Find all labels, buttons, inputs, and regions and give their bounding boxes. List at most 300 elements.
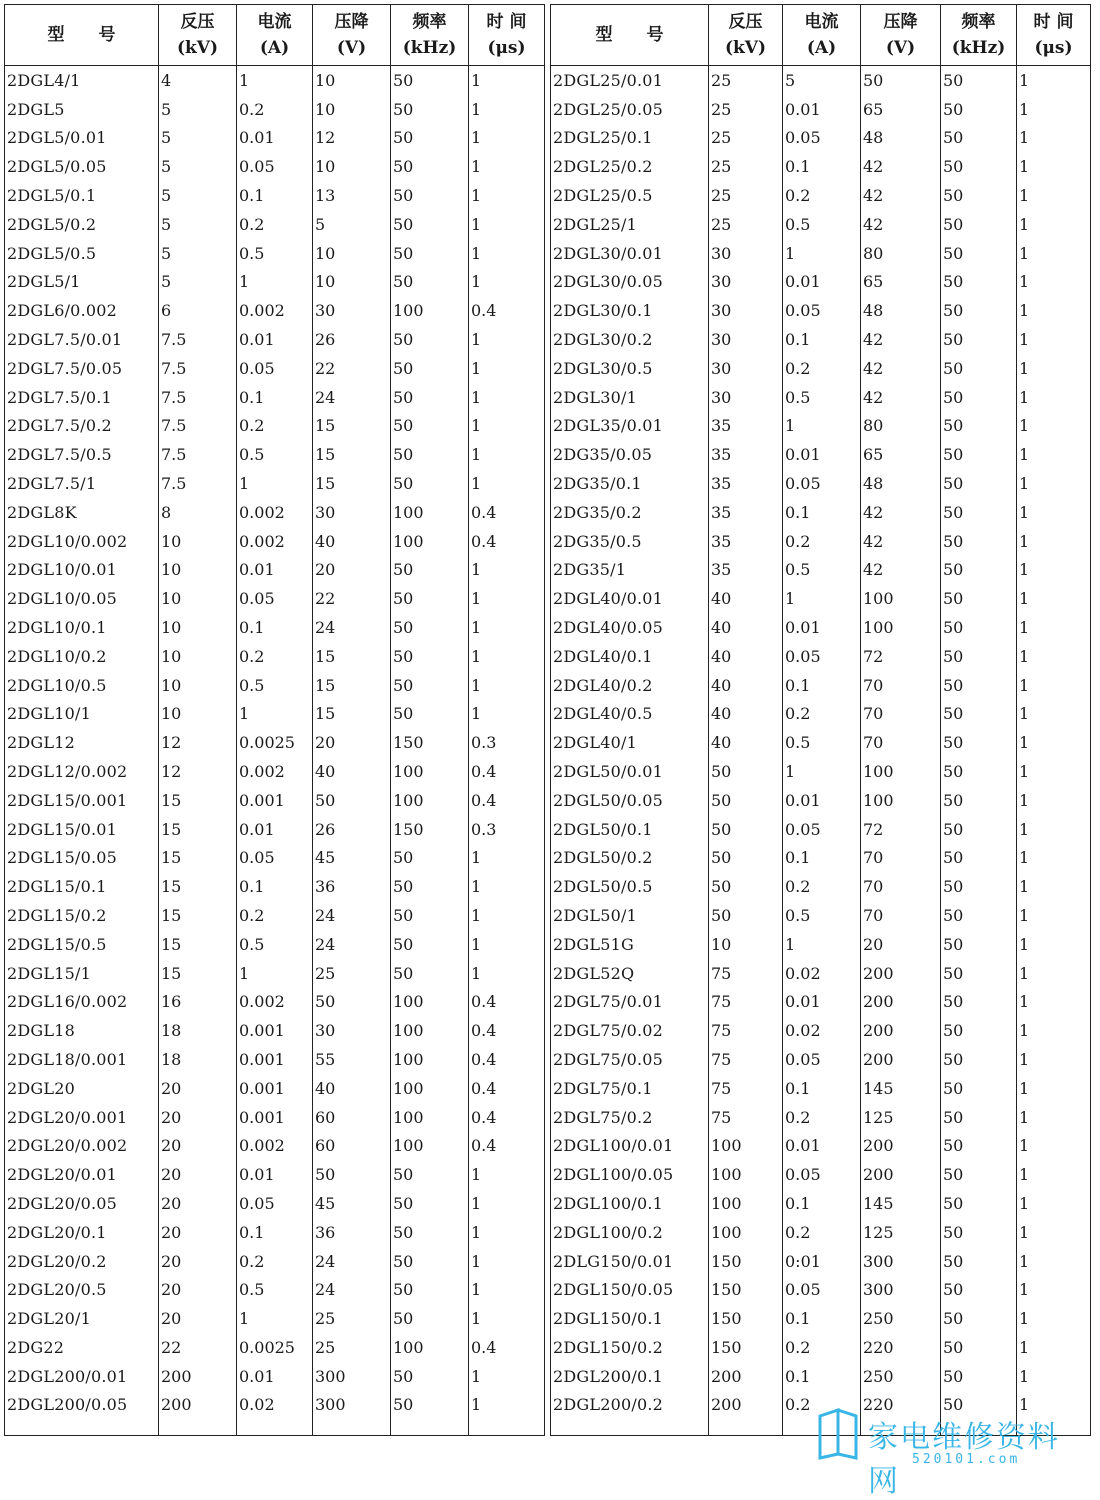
cell-voltage-drop: 42	[861, 181, 941, 210]
cell-current: 0.001	[237, 1074, 313, 1103]
cell-frequency: 50	[941, 1103, 1017, 1132]
cell-voltage-drop: 300	[313, 1362, 391, 1391]
header-reverse-voltage-line: (kV)	[176, 38, 219, 58]
cell-current: 0.001	[237, 1016, 313, 1045]
cell-voltage-drop: 65	[861, 268, 941, 297]
cell-model: 2DGL75/0.05	[551, 1045, 709, 1074]
cell-reverse-voltage: 7.5	[159, 325, 237, 354]
cell-reverse-voltage: 10	[159, 556, 237, 585]
cell-frequency: 50	[391, 872, 469, 901]
table-row	[551, 1074, 1091, 1103]
cell-time: 0.4	[469, 498, 545, 527]
table-row	[551, 556, 1091, 585]
cell-time: 1	[469, 268, 545, 297]
cell-voltage-drop: 70	[861, 872, 941, 901]
cell-reverse-voltage: 10	[159, 527, 237, 556]
table-row	[5, 757, 545, 786]
cell-time: 1	[469, 1247, 545, 1276]
cell-time: 1	[469, 1304, 545, 1333]
cell-voltage-drop: 15	[313, 412, 391, 441]
cell-voltage-drop: 10	[313, 66, 391, 95]
cell-model: 2DGL10/0.002	[5, 527, 159, 556]
cell-time: 1	[469, 239, 545, 268]
cell-model: 2DGL50/0.01	[551, 757, 709, 786]
table-row	[551, 1045, 1091, 1074]
cell-reverse-voltage: 4	[159, 66, 237, 95]
cell-current: 0.1	[783, 498, 861, 527]
cell-voltage-drop: 125	[861, 1103, 941, 1132]
cell-model: 2DGL20	[5, 1074, 159, 1103]
table-row	[5, 498, 545, 527]
cell-model: 2DGL20/0.1	[5, 1218, 159, 1247]
cell-current: 0.1	[783, 152, 861, 181]
cell-time: 1	[1017, 584, 1091, 613]
table-row	[5, 354, 545, 383]
header-model	[551, 5, 709, 66]
cell-frequency: 50	[941, 268, 1017, 297]
cell-model: 2DGL5/0.2	[5, 210, 159, 239]
cell-time: 1	[469, 95, 545, 124]
cell-model: 2DGL200/0.1	[551, 1362, 709, 1391]
table-row	[5, 239, 545, 268]
cell-time: 1	[1017, 296, 1091, 325]
cell-time: 1	[1017, 239, 1091, 268]
cell-frequency: 50	[941, 786, 1017, 815]
cell-reverse-voltage: 6	[159, 296, 237, 325]
cell-voltage-drop: 42	[861, 556, 941, 585]
cell-time: 1	[1017, 613, 1091, 642]
cell-current: 0:01	[783, 1247, 861, 1276]
cell-reverse-voltage: 20	[159, 1247, 237, 1276]
cell-voltage-drop: 42	[861, 325, 941, 354]
cell-model: 2DGL25/0.2	[551, 152, 709, 181]
cell-time: 1	[1017, 469, 1091, 498]
cell-frequency: 100	[391, 757, 469, 786]
cell-reverse-voltage: 30	[709, 296, 783, 325]
cell-voltage-drop: 48	[861, 296, 941, 325]
cell-frequency: 50	[391, 930, 469, 959]
cell-model: 2DGL30/0.1	[551, 296, 709, 325]
cell-frequency: 100	[391, 1016, 469, 1045]
cell-frequency: 50	[941, 498, 1017, 527]
cell-reverse-voltage: 35	[709, 527, 783, 556]
cell-time: 1	[1017, 1218, 1091, 1247]
cell-frequency: 100	[391, 498, 469, 527]
header-voltage-drop-line: (V)	[885, 38, 916, 58]
cell-voltage-drop: 42	[861, 152, 941, 181]
cell-voltage-drop: 55	[313, 1045, 391, 1074]
cell-reverse-voltage: 15	[159, 959, 237, 988]
cell-voltage-drop: 45	[313, 844, 391, 873]
table-row	[551, 239, 1091, 268]
cell-current: 0.05	[783, 1275, 861, 1304]
table-header-row	[5, 5, 545, 66]
cell-model: 2DGL200/0.05	[5, 1391, 159, 1436]
cell-time: 0.4	[469, 1074, 545, 1103]
cell-reverse-voltage: 20	[159, 1160, 237, 1189]
cell-time: 1	[1017, 1103, 1091, 1132]
cell-voltage-drop: 65	[861, 95, 941, 124]
cell-reverse-voltage: 5	[159, 268, 237, 297]
cell-frequency: 50	[391, 1275, 469, 1304]
cell-reverse-voltage: 25	[709, 66, 783, 95]
table-row	[551, 383, 1091, 412]
cell-model: 2DGL25/0.01	[551, 66, 709, 95]
cell-reverse-voltage: 75	[709, 988, 783, 1017]
cell-voltage-drop: 50	[313, 1160, 391, 1189]
cell-current: 0.1	[783, 1362, 861, 1391]
table-row	[551, 527, 1091, 556]
cell-time: 1	[1017, 1304, 1091, 1333]
cell-current: 0.1	[783, 1189, 861, 1218]
cell-model: 2DGL25/0.05	[551, 95, 709, 124]
cell-voltage-drop: 24	[313, 613, 391, 642]
cell-frequency: 50	[941, 325, 1017, 354]
logo-text: 家电维修资料网	[868, 1420, 1060, 1499]
cell-frequency: 50	[941, 66, 1017, 95]
table-row	[5, 959, 545, 988]
cell-model: 2DGL20/0.2	[5, 1247, 159, 1276]
cell-current: 0.01	[783, 268, 861, 297]
cell-reverse-voltage: 25	[709, 181, 783, 210]
cell-model: 2DGL10/1	[5, 700, 159, 729]
cell-reverse-voltage: 25	[709, 210, 783, 239]
table-row	[551, 1218, 1091, 1247]
cell-current: 1	[237, 66, 313, 95]
cell-voltage-drop: 72	[861, 815, 941, 844]
cell-voltage-drop: 100	[861, 584, 941, 613]
cell-reverse-voltage: 7.5	[159, 469, 237, 498]
cell-frequency: 50	[391, 556, 469, 585]
table-row	[551, 268, 1091, 297]
table-left-half	[4, 4, 545, 1436]
cell-time: 1	[1017, 959, 1091, 988]
cell-reverse-voltage: 100	[709, 1189, 783, 1218]
cell-voltage-drop: 70	[861, 671, 941, 700]
cell-voltage-drop: 40	[313, 1074, 391, 1103]
cell-voltage-drop: 15	[313, 642, 391, 671]
header-reverse-voltage	[709, 5, 783, 66]
table-row	[551, 642, 1091, 671]
header-voltage-drop	[861, 5, 941, 66]
cell-frequency: 50	[941, 728, 1017, 757]
cell-voltage-drop: 145	[861, 1189, 941, 1218]
cell-time: 1	[1017, 1333, 1091, 1362]
cell-frequency: 50	[941, 210, 1017, 239]
cell-voltage-drop: 10	[313, 239, 391, 268]
cell-frequency: 100	[391, 988, 469, 1017]
cell-voltage-drop: 72	[861, 642, 941, 671]
header-current-line: 电流	[804, 11, 839, 32]
cell-voltage-drop: 20	[861, 930, 941, 959]
cell-time: 1	[469, 210, 545, 239]
cell-model: 2DGL25/0.5	[551, 181, 709, 210]
cell-time: 1	[1017, 556, 1091, 585]
cell-model: 2DGL5	[5, 95, 159, 124]
cell-current: 1	[237, 469, 313, 498]
cell-reverse-voltage: 30	[709, 268, 783, 297]
header-reverse-voltage	[159, 5, 237, 66]
cell-current: 0.2	[237, 901, 313, 930]
cell-current: 0.2	[783, 527, 861, 556]
cell-voltage-drop: 10	[313, 268, 391, 297]
table-row	[5, 1189, 545, 1218]
cell-time: 1	[1017, 527, 1091, 556]
cell-reverse-voltage: 35	[709, 556, 783, 585]
cell-voltage-drop: 25	[313, 1333, 391, 1362]
cell-model: 2DGL5/0.01	[5, 124, 159, 153]
cell-current: 0.01	[237, 1362, 313, 1391]
cell-time: 1	[1017, 440, 1091, 469]
cell-frequency: 50	[941, 1074, 1017, 1103]
cell-model: 2DGL35/0.01	[551, 412, 709, 441]
cell-reverse-voltage: 150	[709, 1304, 783, 1333]
cell-voltage-drop: 24	[313, 1275, 391, 1304]
cell-reverse-voltage: 22	[159, 1333, 237, 1362]
cell-current: 0.01	[237, 815, 313, 844]
cell-model: 2DGL5/0.1	[5, 181, 159, 210]
cell-time: 1	[1017, 1247, 1091, 1276]
cell-current: 0.01	[783, 1131, 861, 1160]
cell-time: 1	[1017, 844, 1091, 873]
cell-voltage-drop: 24	[313, 930, 391, 959]
header-reverse-voltage-line: 反压	[180, 11, 215, 32]
cell-model: 2DG35/0.1	[551, 469, 709, 498]
table-row	[551, 930, 1091, 959]
cell-model: 2DGL7.5/0.01	[5, 325, 159, 354]
cell-frequency: 50	[391, 1362, 469, 1391]
cell-voltage-drop: 22	[313, 354, 391, 383]
cell-frequency: 50	[941, 1333, 1017, 1362]
cell-reverse-voltage: 150	[709, 1247, 783, 1276]
cell-model: 2DGL30/0.2	[551, 325, 709, 354]
cell-reverse-voltage: 200	[159, 1362, 237, 1391]
cell-frequency: 150	[391, 728, 469, 757]
cell-current: 0.2	[237, 210, 313, 239]
table-row	[5, 152, 545, 181]
cell-frequency: 50	[391, 671, 469, 700]
cell-reverse-voltage: 200	[159, 1391, 237, 1436]
cell-model: 2DGL18/0.001	[5, 1045, 159, 1074]
table-row	[5, 872, 545, 901]
cell-frequency: 50	[941, 1275, 1017, 1304]
cell-model: 2DGL20/0.5	[5, 1275, 159, 1304]
cell-reverse-voltage: 40	[709, 728, 783, 757]
cell-reverse-voltage: 25	[709, 124, 783, 153]
table-row	[5, 325, 545, 354]
table-row	[551, 584, 1091, 613]
cell-current: 0.05	[783, 296, 861, 325]
cell-current: 0.2	[783, 1391, 861, 1436]
cell-current: 0.2	[237, 1247, 313, 1276]
cell-frequency: 50	[941, 671, 1017, 700]
table-row	[5, 786, 545, 815]
cell-reverse-voltage: 10	[159, 584, 237, 613]
cell-model: 2DGL30/0.01	[551, 239, 709, 268]
cell-voltage-drop: 70	[861, 728, 941, 757]
cell-voltage-drop: 15	[313, 671, 391, 700]
cell-frequency: 50	[941, 181, 1017, 210]
cell-time: 0.4	[469, 296, 545, 325]
cell-current: 0.05	[237, 354, 313, 383]
cell-reverse-voltage: 10	[709, 930, 783, 959]
cell-frequency: 50	[391, 613, 469, 642]
cell-current: 0.05	[237, 584, 313, 613]
cell-current: 0.05	[237, 1189, 313, 1218]
cell-voltage-drop: 15	[313, 700, 391, 729]
cell-voltage-drop: 10	[313, 95, 391, 124]
cell-time: 1	[1017, 930, 1091, 959]
cell-voltage-drop: 50	[313, 988, 391, 1017]
cell-frequency: 50	[941, 1160, 1017, 1189]
table-row	[551, 844, 1091, 873]
cell-frequency: 50	[941, 642, 1017, 671]
cell-model: 2DGL75/0.1	[551, 1074, 709, 1103]
cell-time: 1	[1017, 901, 1091, 930]
cell-reverse-voltage: 150	[709, 1275, 783, 1304]
cell-voltage-drop: 300	[861, 1247, 941, 1276]
cell-frequency: 50	[941, 469, 1017, 498]
cell-reverse-voltage: 7.5	[159, 354, 237, 383]
cell-reverse-voltage: 100	[709, 1160, 783, 1189]
table-row	[551, 1304, 1091, 1333]
cell-model: 2DGL200/0.2	[551, 1391, 709, 1436]
cell-time: 1	[469, 469, 545, 498]
cell-time: 1	[469, 1391, 545, 1436]
cell-model: 2DGL20/0.05	[5, 1189, 159, 1218]
cell-voltage-drop: 250	[861, 1362, 941, 1391]
cell-current: 0.5	[783, 901, 861, 930]
cell-model: 2DGL30/0.05	[551, 268, 709, 297]
cell-current: 0.1	[783, 1074, 861, 1103]
cell-reverse-voltage: 12	[159, 757, 237, 786]
cell-voltage-drop: 220	[861, 1333, 941, 1362]
cell-time: 1	[1017, 700, 1091, 729]
table-row	[551, 124, 1091, 153]
cell-frequency: 50	[941, 95, 1017, 124]
cell-frequency: 50	[941, 1218, 1017, 1247]
cell-model: 2DGL100/0.01	[551, 1131, 709, 1160]
table-row	[5, 124, 545, 153]
cell-model: 2DGL16/0.002	[5, 988, 159, 1017]
cell-model: 2DGL10/0.05	[5, 584, 159, 613]
cell-frequency: 50	[941, 1304, 1017, 1333]
table-row	[551, 469, 1091, 498]
header-model	[5, 5, 159, 66]
cell-reverse-voltage: 75	[709, 1045, 783, 1074]
cell-model: 2DGL15/0.2	[5, 901, 159, 930]
table-row	[5, 1218, 545, 1247]
table-row	[5, 671, 545, 700]
cell-model: 2DGL25/1	[551, 210, 709, 239]
cell-reverse-voltage: 35	[709, 498, 783, 527]
cell-model: 2DGL15/0.001	[5, 786, 159, 815]
table-row	[551, 66, 1091, 95]
cell-reverse-voltage: 15	[159, 872, 237, 901]
header-frequency-line: (kHz)	[951, 38, 1006, 58]
cell-reverse-voltage: 5	[159, 152, 237, 181]
cell-time: 1	[1017, 1275, 1091, 1304]
cell-frequency: 50	[941, 1247, 1017, 1276]
cell-reverse-voltage: 50	[709, 844, 783, 873]
cell-current: 0.1	[237, 383, 313, 412]
cell-time: 1	[1017, 728, 1091, 757]
cell-frequency: 50	[391, 1247, 469, 1276]
table-row	[5, 613, 545, 642]
cell-time: 1	[1017, 671, 1091, 700]
cell-current: 1	[783, 757, 861, 786]
cell-reverse-voltage: 30	[709, 383, 783, 412]
cell-current: 0.05	[237, 152, 313, 181]
cell-reverse-voltage: 7.5	[159, 412, 237, 441]
cell-current: 0.002	[237, 1131, 313, 1160]
cell-current: 0.5	[783, 556, 861, 585]
cell-frequency: 50	[941, 815, 1017, 844]
cell-voltage-drop: 60	[313, 1103, 391, 1132]
table-row	[551, 296, 1091, 325]
table-row	[5, 412, 545, 441]
cell-frequency: 50	[391, 469, 469, 498]
cell-model: 2DGL7.5/0.1	[5, 383, 159, 412]
cell-current: 0.2	[237, 412, 313, 441]
header-frequency-line: (kHz)	[402, 38, 457, 58]
table-header-row	[551, 5, 1091, 66]
cell-frequency: 50	[941, 901, 1017, 930]
cell-current: 1	[237, 700, 313, 729]
cell-model: 2DGL25/0.1	[551, 124, 709, 153]
cell-model: 2DGL20/1	[5, 1304, 159, 1333]
cell-voltage-drop: 200	[861, 1160, 941, 1189]
cell-reverse-voltage: 35	[709, 440, 783, 469]
cell-reverse-voltage: 40	[709, 671, 783, 700]
cell-time: 1	[469, 1275, 545, 1304]
cell-time: 1	[469, 642, 545, 671]
cell-current: 0.05	[783, 1045, 861, 1074]
cell-time: 1	[1017, 498, 1091, 527]
cell-time: 0.4	[469, 1103, 545, 1132]
cell-model: 2DGL150/0.2	[551, 1333, 709, 1362]
cell-time: 1	[1017, 1160, 1091, 1189]
table-row	[551, 757, 1091, 786]
cell-model: 2DGL18	[5, 1016, 159, 1045]
cell-voltage-drop: 15	[313, 440, 391, 469]
cell-current: 0.2	[783, 354, 861, 383]
cell-model: 2DGL100/0.1	[551, 1189, 709, 1218]
cell-reverse-voltage: 10	[159, 671, 237, 700]
cell-frequency: 50	[391, 383, 469, 412]
cell-current: 0.5	[237, 440, 313, 469]
cell-frequency: 50	[391, 239, 469, 268]
cell-voltage-drop: 36	[313, 1218, 391, 1247]
cell-frequency: 50	[941, 412, 1017, 441]
cell-reverse-voltage: 75	[709, 1016, 783, 1045]
header-voltage-drop	[313, 5, 391, 66]
cell-model: 2DGL30/1	[551, 383, 709, 412]
cell-current: 0.2	[237, 642, 313, 671]
cell-time: 1	[469, 181, 545, 210]
cell-model: 2DGL20/0.01	[5, 1160, 159, 1189]
cell-frequency: 50	[941, 239, 1017, 268]
table-row	[551, 728, 1091, 757]
cell-frequency: 50	[941, 440, 1017, 469]
cell-time: 0.4	[469, 1333, 545, 1362]
cell-current: 1	[237, 959, 313, 988]
cell-current: 0.001	[237, 1045, 313, 1074]
site-logo	[816, 1408, 1086, 1499]
cell-time: 0.3	[469, 815, 545, 844]
table-row	[551, 354, 1091, 383]
cell-time: 1	[469, 124, 545, 153]
